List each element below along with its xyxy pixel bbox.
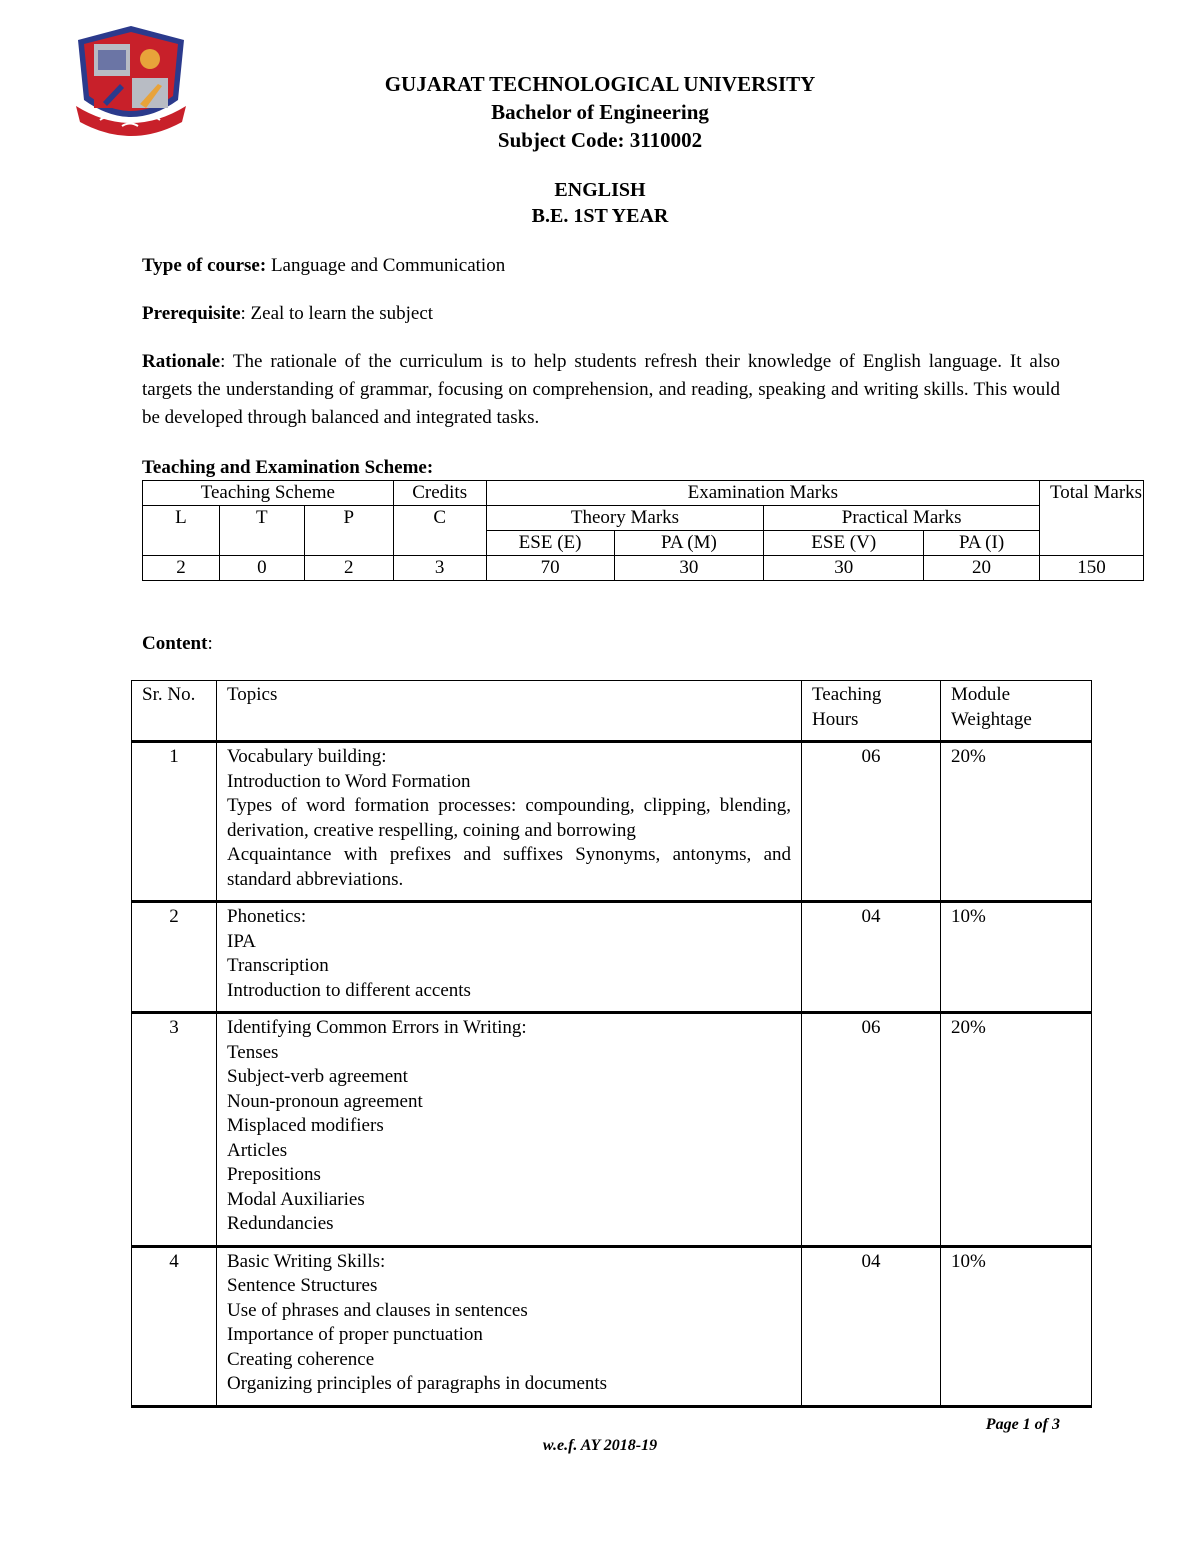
topic-line: Types of word formation processes: compounding, clipping, blending, derivation, creative respelling, coining and borrowing [227,795,791,841]
rationale [142,348,1060,432]
topics-header: Topics [217,681,802,742]
topic-line: Importance of proper punctuation [227,1324,483,1345]
l-header: L [143,506,220,556]
prerequisite [142,300,1060,328]
exam-marks-header: Examination Marks [486,481,1039,506]
credits-header: Credits [393,481,486,506]
total-marks-header: Total Marks [1039,481,1143,556]
topics-cell [217,902,802,1013]
ese-e-header: ESE (E) [486,531,614,556]
topic-line: Redundancies [227,1213,334,1234]
topic-title: Vocabulary building: [227,746,387,767]
module-weightage-cell: 20% [941,1013,1092,1247]
t-header: T [219,506,304,556]
content-row [132,1013,1092,1247]
subject-code: Subject Code: 3110002 [497,128,703,152]
rationale-value: : The rationale of the curriculum is to help students refresh their knowledge of English language. It also targets the understanding of grammar, focusing on comprehension, and reading, speaking and writing skills. This would be developed through balanced and integrated tasks. [142,351,1060,428]
scheme-values-row [143,556,1144,581]
total-value: 150 [1039,556,1143,581]
topic-line: Prepositions [227,1164,321,1185]
t-value: 0 [219,556,304,581]
topic-title: Identifying Common Errors in Writing: [227,1017,527,1038]
sr-no-cell: 2 [132,902,217,1013]
content-heading: Content: [142,633,213,654]
p-header: P [304,506,393,556]
module-weightage-cell: 10% [941,1246,1092,1406]
effective-year: w.e.f. AY 2018-19 [542,1437,658,1454]
teaching-hours-cell: 04 [802,1246,941,1406]
university-title: GUJARAT TECHNOLOGICAL UNIVERSITY [384,72,816,96]
topic-line: Sentence Structures [227,1275,378,1296]
teaching-hours-cell: 04 [802,902,941,1013]
topic-line: Organizing principles of paragraphs in documents [227,1373,608,1394]
c-value: 3 [393,556,486,581]
pa-i-value: 20 [924,556,1040,581]
pa-m-header: PA (M) [614,531,764,556]
ese-e-value: 70 [486,556,614,581]
rationale-label: Rationale [142,351,221,372]
sr-no-cell: 3 [132,1013,217,1247]
scheme-table [142,480,1144,581]
topic-line: IPA [227,930,256,952]
topic-line: Introduction to different accents [227,979,471,1001]
topic-title: Basic Writing Skills: [227,1250,386,1272]
pa-i-header: PA (I) [924,531,1040,556]
module-weightage-cell: 20% [941,742,1092,902]
sr-no-header: Sr. No. [132,681,217,742]
subject-name: ENGLISH [554,179,646,201]
course-type [142,252,1060,280]
ese-v-header: ESE (V) [764,531,924,556]
c-header: C [393,506,486,556]
topic-line: Tenses [227,1041,279,1063]
topic-line: Introduction to Word Formation [227,770,471,792]
l-value: 2 [143,556,220,581]
teaching-hours-cell: 06 [802,1013,941,1247]
ese-v-value: 30 [764,556,924,581]
content-row [132,902,1092,1013]
module-weightage-header: Module Weightage [941,681,1092,742]
year-title: B.E. 1ST YEAR [531,205,669,227]
topic-line: Articles [227,1139,288,1161]
prerequisite-label: Prerequisite [142,303,241,324]
module-weightage-cell: 10% [941,902,1092,1013]
course-type-value: Language and Communication [266,255,506,276]
teaching-hours-cell: 06 [802,742,941,902]
teaching-hours-header: Teaching Hours [802,681,941,742]
p-value: 2 [304,556,393,581]
scheme-heading: Teaching and Examination Scheme: [142,457,434,478]
prerequisite-value: : Zeal to learn the subject [240,303,434,324]
topic-line: Acquaintance with prefixes and suffixes Synonyms, antonyms, and standard abbreviations. [227,844,791,890]
topic-title: Phonetics: [227,906,307,927]
sr-no-cell: 4 [132,1246,217,1406]
theory-marks-header: Theory Marks [486,506,764,531]
course-type-label: Type of course: [142,255,267,276]
topic-line: Noun-pronoun agreement [227,1090,423,1112]
practical-marks-header: Practical Marks [764,506,1040,531]
topic-line: Transcription [227,955,329,976]
topics-cell [217,742,802,902]
topic-line: Subject-verb agreement [227,1066,408,1087]
page-number: Page 1 of 3 [985,1416,1060,1433]
content-table [131,680,1092,1408]
sr-no-cell: 1 [132,742,217,902]
content-row [132,742,1092,902]
topics-cell [217,1246,802,1406]
topics-cell [217,1013,802,1247]
degree-title: Bachelor of Engineering [491,100,709,124]
content-row [132,1246,1092,1406]
topic-line: Misplaced modifiers [227,1115,384,1136]
teaching-scheme-header: Teaching Scheme [143,481,394,506]
pa-m-value: 30 [614,556,764,581]
topic-line: Creating coherence [227,1348,375,1370]
topic-line: Use of phrases and clauses in sentences [227,1299,528,1321]
topic-line: Modal Auxiliaries [227,1188,365,1210]
